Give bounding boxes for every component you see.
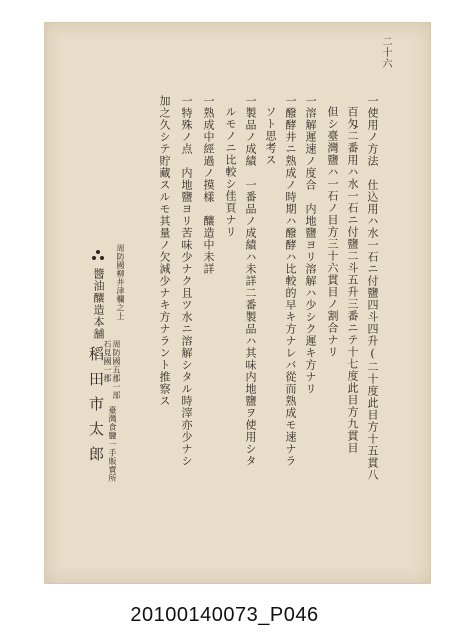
body-line-3: 但シ臺灣鹽ハ一石ノ目方三十六貫目ノ割合ナリ [326, 106, 339, 358]
signature-subline-tail: 臺灣食鹽一手販賣所 [108, 406, 117, 483]
archive-caption: 20100140073_P046 [130, 604, 319, 626]
body-line-4: 一溶解遲速ノ度合 内地鹽ヨリ溶解ハ少シク遲キ方ナリ [304, 95, 317, 395]
body-line-1: 一使用ノ方法 仕込用ハ水一石ニ付鹽四斗四升(二十度此目方十五貫八 [366, 95, 379, 481]
signature-subline-2: 石見國一郡 [103, 340, 112, 383]
signature-name: 稻田市太郎 [87, 346, 105, 471]
body-line-6: ソト思考ス [264, 106, 277, 166]
triple-dot-mark [92, 250, 104, 262]
body-line-8: ルモノニ比較シ佳頁ナリ [224, 106, 237, 238]
body-line-7: 一製品ノ成績 一番品ノ成績ハ未詳二番製品ハ其味内地鹽ヲ使用シタ [244, 95, 257, 467]
body-line-10: 一特殊ノ点 内地鹽ヨリ苦味少ナク且ツ水ニ溶解シタル時滓亦少ナシ [180, 95, 193, 467]
body-line-2: 百匁二番用ハ水一石ニ付鹽二斗五升三番ニテ十七度此目方九貫目 [346, 106, 359, 454]
signature-subline-1: 周防國五郡一部 [112, 340, 121, 400]
page-number: 二十六 [380, 36, 391, 69]
body-line-5: 一醱酵井ニ熟成ノ時期ハ醱酵ハ比較的早キ方ナレバ從而熟成モ速ナラ [284, 95, 297, 467]
signature-address: 周防國柳井津欄之上 [116, 244, 125, 321]
body-line-9: 一熟成中經過ノ摸樣 釀造中未詳 [202, 95, 215, 275]
signature-company: 醬油釀造本舗 [92, 268, 105, 340]
body-line-11: 加之久シテ貯藏スルモ其量ノ欠減少ナキ方ナラント推察ス [158, 95, 171, 407]
